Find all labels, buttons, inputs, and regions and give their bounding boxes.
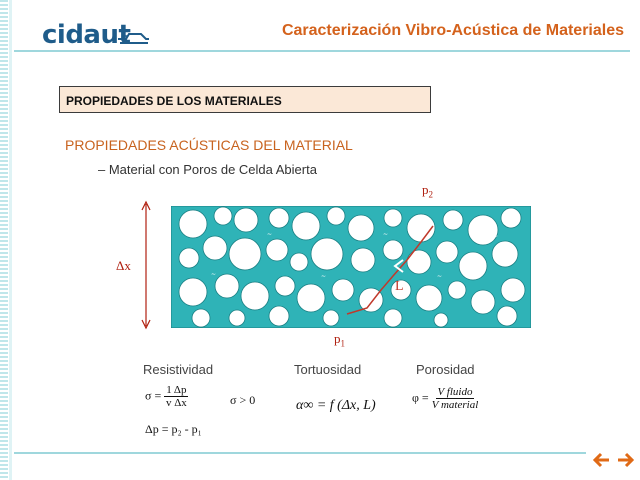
svg-text:~: ~ (267, 231, 273, 238)
section-header-box (59, 86, 431, 113)
delta-x-label: Δx (116, 258, 131, 273)
cidaut-logo: cidaut (42, 20, 131, 50)
arrow-left-icon[interactable] (591, 449, 613, 471)
resistivity-condition: σ > 0 (230, 393, 256, 407)
svg-text:~: ~ (493, 233, 499, 240)
open-cell-bullet: – Material con Poros de Celda Abierta (98, 162, 317, 177)
footer-divider (14, 452, 586, 454)
delta-x-arrow (132, 200, 162, 332)
svg-text:~: ~ (437, 273, 443, 280)
open-cell-foam-diagram (171, 206, 531, 328)
arrow-right-icon[interactable] (614, 449, 636, 471)
header-divider (14, 50, 630, 52)
tortuosity-label: Tortuosidad (294, 362, 362, 377)
resistivity-formula: σ = $\frac{1 \Delta p}{\text{v Δx}}$ (145, 384, 187, 409)
logo-car-icon (116, 26, 150, 46)
svg-text:~: ~ (383, 231, 389, 238)
porosity-formula: φ = $\frac{\text{V fluido}}{\text{V material}}$ (412, 386, 479, 411)
page-title: Caracterización Vibro-Acústica de Materiales (281, 22, 624, 39)
resistivity-label: Resistividad (143, 362, 214, 377)
left-decorative-band (9, 0, 12, 480)
svg-text:~: ~ (321, 273, 327, 280)
tortuosity-formula: α∞ = f (Δx, L) (296, 398, 376, 413)
tortuosity-l-label: L (395, 279, 404, 294)
p1-label: $p_1$ (334, 331, 345, 349)
p2-label: $p_2$ (422, 182, 433, 200)
section-title: PROPIEDADES DE LOS MATERIALES (66, 94, 282, 108)
porosity-label: Porosidad (416, 362, 475, 377)
left-decorative-stripe (0, 0, 8, 480)
svg-text:~: ~ (211, 271, 217, 278)
pressure-drop-formula: Δp = p₂ - p₁ (145, 422, 202, 436)
acoustic-properties-subtitle: PROPIEDADES ACÚSTICAS DEL MATERIAL (65, 137, 353, 153)
